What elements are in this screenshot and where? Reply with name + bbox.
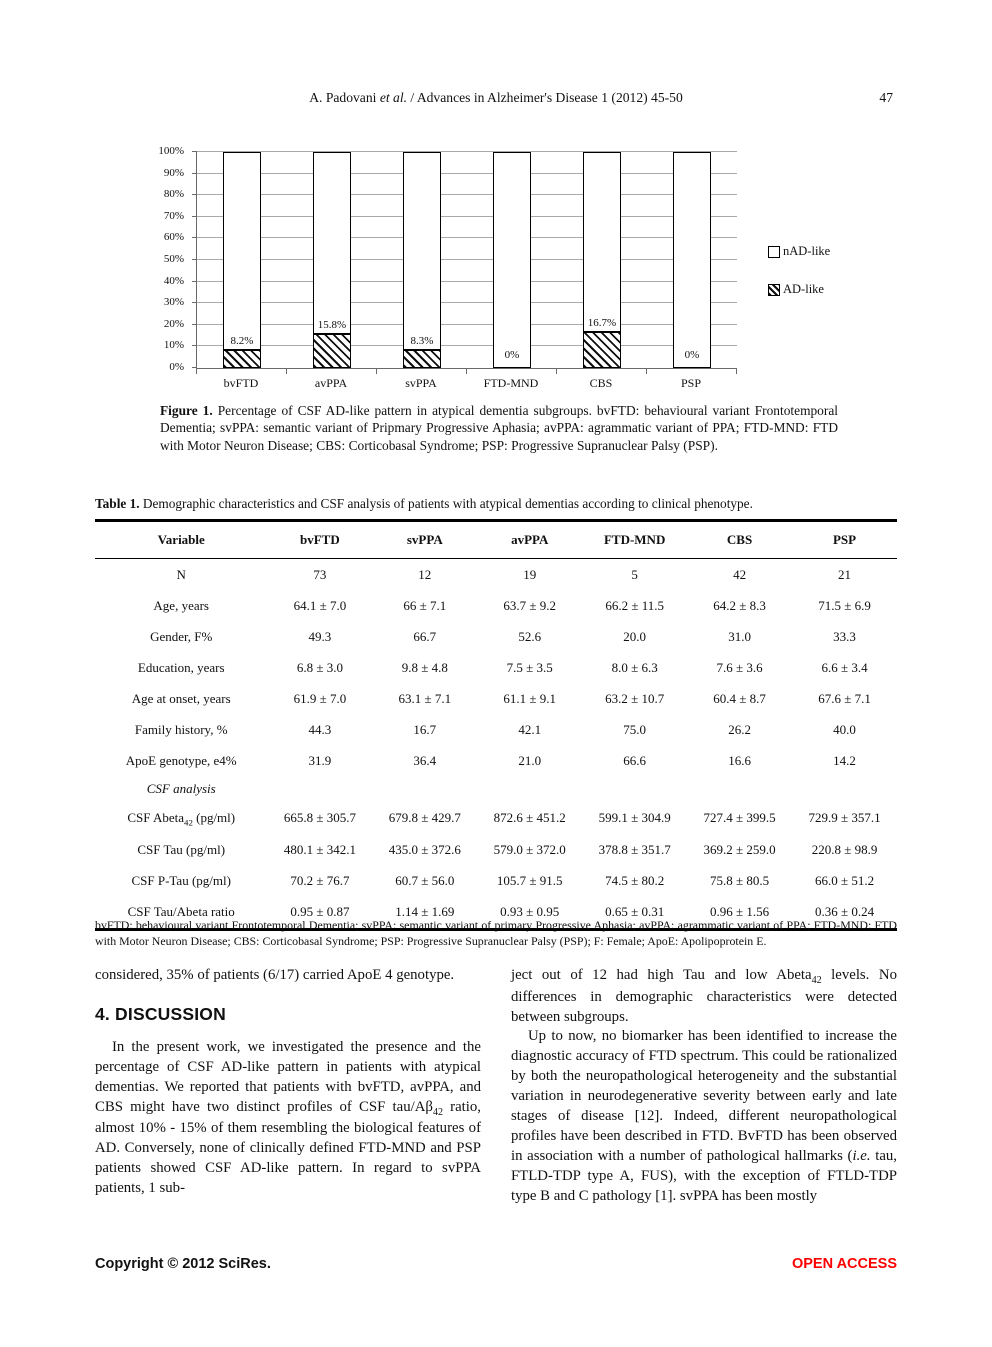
bar-segment-nad-like bbox=[313, 152, 351, 334]
y-tick-label: 0% bbox=[169, 361, 184, 373]
table-body bbox=[95, 559, 897, 930]
legend-item bbox=[768, 244, 830, 259]
y-tick-label: 60% bbox=[163, 231, 184, 244]
cell-value: 60.7 ± 56.0 bbox=[395, 873, 455, 889]
bar-value-label: 8.3% bbox=[410, 335, 434, 348]
table-row bbox=[95, 683, 897, 714]
cell-value: 71.5 ± 6.9 bbox=[818, 597, 871, 613]
bar-segment-ad-like bbox=[403, 350, 441, 368]
y-tick-label: 100% bbox=[158, 145, 184, 157]
text-segment: tau, FTLD-TDP type A, FUS), with the exception of FTLD-TDP type B and C pathology [1]. svPPA has been mostly bbox=[511, 1148, 897, 1205]
bar-segment-ad-like bbox=[313, 334, 351, 368]
row-label bbox=[95, 621, 267, 652]
figure-1-bar-chart bbox=[148, 146, 892, 398]
row-label bbox=[95, 802, 267, 835]
bar-group-avPPA bbox=[287, 152, 377, 368]
row-label bbox=[95, 590, 267, 621]
cell-value: 75.0 bbox=[623, 721, 647, 737]
cell-value: 66.0 ± 51.2 bbox=[814, 873, 875, 889]
hatched-swatch-icon bbox=[768, 284, 780, 296]
y-tick-label: 70% bbox=[163, 209, 184, 222]
chart-legend bbox=[768, 244, 830, 320]
text-segment: Table 1. bbox=[95, 496, 140, 511]
cell-value: 20.0 bbox=[623, 628, 647, 644]
cell-value: 12 bbox=[418, 566, 432, 582]
cell-value: 369.2 ± 259.0 bbox=[703, 842, 776, 858]
cell-value: 21.0 bbox=[518, 752, 542, 768]
paragraph bbox=[511, 966, 897, 1027]
cell-value: 52.6 bbox=[518, 628, 542, 644]
table-footnote: bvFTD: behavioural variant Frontotemporal Dementia; svPPA: semantic variant of primary Progressive Aphasia; avPPA: agrammatic variant of PPA; FTD-MND: FTD with Motor Neuron Disease; CBS: Corticobasal Syndrome; PSP: Progressive Supranuclear Palsy (PSP); F: Female; ApoE: Apolipoprotein E. bbox=[95, 918, 897, 948]
cell-value: 6.6 ± 3.4 bbox=[821, 659, 868, 675]
bar-group-bvFTD bbox=[197, 152, 287, 368]
cell-value: 36.4 bbox=[413, 752, 437, 768]
y-axis-labels bbox=[148, 145, 190, 373]
cell-value: 63.2 ± 10.7 bbox=[605, 690, 665, 706]
x-axis-tick bbox=[646, 368, 647, 374]
cell-value: 599.1 ± 304.9 bbox=[598, 810, 671, 826]
cell-value: 31.9 bbox=[308, 752, 332, 768]
cell-value: 67.6 ± 7.1 bbox=[818, 690, 871, 706]
cell-value: 60.4 ± 8.7 bbox=[713, 690, 766, 706]
x-axis-labels bbox=[196, 376, 736, 392]
stacked-bar bbox=[313, 152, 351, 368]
y-tick-label: 40% bbox=[163, 274, 184, 287]
table-title bbox=[95, 496, 897, 512]
cell-value: 42.1 bbox=[518, 721, 542, 737]
bar-group-CBS bbox=[557, 152, 647, 368]
text-segment: (pg/ml) bbox=[192, 809, 236, 825]
cell-value: 74.5 ± 80.2 bbox=[605, 873, 665, 889]
cell-value: 21 bbox=[838, 566, 852, 582]
text-segment: Gender, F% bbox=[150, 628, 213, 644]
cell-value: 64.1 ± 7.0 bbox=[293, 597, 347, 613]
text-segment: ject out of 12 had high Tau and low Abeta bbox=[511, 967, 812, 983]
column-header: svPPA bbox=[372, 521, 477, 559]
text-segment: / Advances in Alzheimer's Disease 1 (2012) 45-50 bbox=[407, 90, 683, 105]
paragraph bbox=[95, 1038, 481, 1199]
paragraph bbox=[95, 966, 481, 986]
column-header: Variable bbox=[95, 521, 267, 559]
x-tick-label: PSP bbox=[680, 376, 702, 390]
table-row bbox=[95, 866, 897, 897]
row-label bbox=[95, 683, 267, 714]
cell-value bbox=[792, 776, 897, 802]
cell-value: 480.1 ± 342.1 bbox=[283, 842, 356, 858]
cell-value: 42 bbox=[733, 566, 747, 582]
text-segment: considered, 35% of patients (6/17) carried ApoE 4 genotype. bbox=[95, 967, 455, 983]
bar-segment-ad-like bbox=[583, 332, 621, 368]
text-segment: 42 bbox=[184, 817, 193, 828]
row-label bbox=[95, 866, 267, 897]
cell-value: 8.0 ± 6.3 bbox=[611, 659, 658, 675]
x-axis-tick bbox=[466, 368, 467, 374]
cell-value: 19 bbox=[523, 566, 537, 582]
y-tick-label: 90% bbox=[163, 166, 184, 179]
cell-value: 0.65 ± 0.31 bbox=[605, 904, 665, 920]
text-segment: Age at onset, years bbox=[131, 690, 231, 706]
stacked-bar bbox=[403, 152, 441, 368]
bar-segment-nad-like bbox=[673, 152, 711, 368]
text-segment: Up to now, no biomarker has been identified to increase the diagnostic accuracy of FTD spectrum. This could be rationalized by both the neuropathological heterogeneity and the substantial variation in neurodegenerative severity between early and late stages of disease [12]. Indeed, different neuropathological profiles have been described in FTD. BvFTD has been observed in association with a number of pathological hallmarks ( bbox=[511, 1028, 897, 1165]
cell-value bbox=[687, 776, 792, 802]
left-column bbox=[95, 966, 481, 1207]
copyright-notice: Copyright © 2012 SciRes. bbox=[95, 1256, 271, 1272]
cell-value: 579.0 ± 372.0 bbox=[493, 842, 566, 858]
text-segment: 42 bbox=[811, 974, 822, 986]
bar-segment-nad-like bbox=[493, 152, 531, 368]
cell-value: 5 bbox=[631, 566, 638, 582]
stacked-bar bbox=[493, 152, 531, 368]
text-segment: Percentage of CSF AD-like pattern in atypical dementia subgroups. bvFTD: behavioural variant Frontotemporal Dementia; svPPA: semantic variant of Pripmary Progressive Aphasia; avPPA: agrammatic variant of PPA; FTD-MND: FTD with Motor Neuron Disease; CBS: Corticobasal Syndrome; PSP: Progressive Supranuclear Palsy (PSP). bbox=[160, 403, 839, 453]
cell-value: 61.9 ± 7.0 bbox=[293, 690, 347, 706]
table-row bbox=[95, 835, 897, 866]
text-segment: ApoE genotype, e4% bbox=[125, 752, 237, 768]
cell-value: 0.36 ± 0.24 bbox=[814, 904, 875, 920]
figure-caption bbox=[160, 402, 838, 454]
cell-value: 40.0 bbox=[833, 721, 856, 737]
cell-value: 7.6 ± 3.6 bbox=[716, 659, 763, 675]
cell-value: 33.3 bbox=[833, 628, 856, 644]
cell-value: 7.5 ± 3.5 bbox=[506, 659, 553, 675]
text-segment: CSF P-Tau (pg/ml) bbox=[131, 873, 231, 889]
bar-value-label: 0% bbox=[504, 349, 520, 361]
row-label bbox=[95, 714, 267, 745]
cell-value: 378.8 ± 351.7 bbox=[598, 842, 671, 858]
cell-value: 665.8 ± 305.7 bbox=[283, 810, 356, 826]
open-access-label: OPEN ACCESS bbox=[791, 1256, 897, 1272]
cell-value bbox=[477, 776, 582, 802]
table-row bbox=[95, 714, 897, 745]
row-label bbox=[95, 559, 267, 591]
cell-value: 66.2 ± 11.5 bbox=[605, 597, 664, 613]
table-row bbox=[95, 621, 897, 652]
x-axis-tick bbox=[736, 368, 737, 374]
table-row bbox=[95, 559, 897, 591]
body-text bbox=[95, 966, 897, 1207]
text-segment: CSF Tau (pg/ml) bbox=[137, 842, 226, 858]
legend-label: AD-like bbox=[783, 282, 824, 296]
cell-value: 16.6 bbox=[728, 752, 751, 768]
table-row bbox=[95, 652, 897, 683]
text-segment: ratio, almost 10% - 15% of them resembling the biological features of AD. Conversely, none of clinically defined FTD-MND and PSP patients showed CSF AD-like pattern. In regard to svPPA patients, 1 sub- bbox=[95, 1098, 482, 1196]
x-axis-tick bbox=[556, 368, 557, 374]
x-tick-label: svPPA bbox=[405, 376, 437, 390]
legend-item bbox=[768, 282, 830, 297]
cell-value: 75.8 ± 80.5 bbox=[710, 873, 770, 889]
page-number: 47 bbox=[879, 90, 893, 105]
y-tick-label: 30% bbox=[163, 296, 184, 309]
cell-value: 872.6 ± 451.2 bbox=[493, 810, 566, 826]
bar-group-PSP bbox=[647, 152, 737, 368]
cell-value: 14.2 bbox=[833, 752, 856, 768]
journal-citation bbox=[95, 90, 897, 106]
text-segment: N bbox=[176, 566, 186, 582]
text-segment: Education, years bbox=[137, 659, 225, 675]
cell-value: 729.9 ± 357.1 bbox=[808, 810, 881, 826]
legend-label: nAD-like bbox=[783, 244, 831, 258]
cell-value: 220.8 ± 98.9 bbox=[811, 842, 878, 858]
row-label bbox=[95, 776, 267, 802]
cell-value: 66.7 bbox=[413, 628, 437, 644]
cell-value: 0.93 ± 0.95 bbox=[500, 904, 560, 920]
bar-group-FTD-MND bbox=[467, 152, 557, 368]
cell-value: 63.7 ± 9.2 bbox=[503, 597, 557, 613]
text-segment: CSF analysis bbox=[146, 781, 216, 796]
cell-value: 0.95 ± 0.87 bbox=[290, 904, 350, 920]
cell-value bbox=[582, 776, 687, 802]
text-segment: Figure 1. bbox=[160, 403, 213, 418]
bar-group-svPPA bbox=[377, 152, 467, 368]
cell-value: 727.4 ± 399.5 bbox=[703, 810, 776, 826]
bar-value-label: 0% bbox=[684, 349, 700, 361]
y-tick-label: 10% bbox=[163, 339, 184, 352]
text-segment: Age, years bbox=[153, 597, 209, 613]
chart-plot-area bbox=[196, 152, 737, 369]
bar-segment-ad-like bbox=[223, 350, 261, 368]
table-row bbox=[95, 745, 897, 776]
table-row bbox=[95, 776, 897, 802]
y-tick-label: 20% bbox=[163, 317, 184, 330]
right-column bbox=[511, 966, 897, 1207]
text-segment: Family history, % bbox=[134, 721, 228, 737]
demographics-table bbox=[95, 519, 897, 931]
text-segment: Demographic characteristics and CSF analysis of patients with atypical dementias according to clinical phenotype. bbox=[139, 496, 753, 511]
cell-value bbox=[372, 776, 477, 802]
table-row bbox=[95, 802, 897, 835]
row-label bbox=[95, 835, 267, 866]
page-footer bbox=[95, 1256, 897, 1272]
table-row bbox=[95, 590, 897, 621]
cell-value: 61.1 ± 9.1 bbox=[503, 690, 557, 706]
stacked-bar bbox=[223, 152, 261, 368]
cell-value: 26.2 bbox=[728, 721, 751, 737]
column-header: CBS bbox=[687, 521, 792, 559]
cell-value: 70.2 ± 76.7 bbox=[290, 873, 350, 889]
column-header: avPPA bbox=[477, 521, 582, 559]
cell-value: 6.8 ± 3.0 bbox=[296, 659, 343, 675]
y-tick-label: 50% bbox=[163, 253, 184, 265]
table-header bbox=[95, 521, 897, 559]
x-tick-label: avPPA bbox=[314, 376, 348, 390]
bar-segment-nad-like bbox=[403, 152, 441, 350]
white-swatch-icon bbox=[768, 246, 780, 258]
row-label bbox=[95, 745, 267, 776]
cell-value: 63.1 ± 7.1 bbox=[398, 690, 452, 706]
x-axis-tick bbox=[196, 368, 197, 374]
cell-value bbox=[267, 776, 372, 802]
bar-segment-nad-like bbox=[583, 152, 621, 332]
cell-value: 435.0 ± 372.6 bbox=[388, 842, 461, 858]
text-segment: i.e. bbox=[852, 1148, 871, 1165]
x-tick-label: FTD-MND bbox=[483, 376, 539, 390]
stacked-bar bbox=[583, 152, 621, 368]
running-header bbox=[95, 90, 897, 106]
cell-value: 73 bbox=[313, 566, 327, 582]
x-tick-label: bvFTD bbox=[223, 376, 259, 390]
cell-value: 0.96 ± 1.56 bbox=[710, 904, 770, 920]
cell-value: 16.7 bbox=[413, 721, 437, 737]
paragraph bbox=[511, 1027, 897, 1207]
cell-value: 49.3 bbox=[308, 628, 332, 644]
x-axis-tick bbox=[376, 368, 377, 374]
x-axis-tick bbox=[286, 368, 287, 374]
discussion-heading: 4. DISCUSSION bbox=[95, 1003, 226, 1024]
column-header: PSP bbox=[792, 521, 897, 559]
text-segment: 42 bbox=[432, 1106, 443, 1118]
cell-value: 9.8 ± 4.8 bbox=[401, 659, 448, 675]
y-tick-label: 80% bbox=[163, 188, 184, 201]
text-segment: CSF Abeta bbox=[127, 809, 185, 825]
cell-value: 31.0 bbox=[728, 628, 751, 644]
bar-value-label: 15.8% bbox=[317, 318, 347, 331]
column-header: bvFTD bbox=[267, 521, 372, 559]
text-segment: In the present work, we investigated the presence and the percentage of CSF AD-like pattern in patients with atypical dementias. We reported that patients with bvFTD, avPPA, and CBS might have two distinct profiles of CSF tau/Aβ bbox=[95, 1038, 481, 1115]
stacked-bar bbox=[673, 152, 711, 368]
cell-value: 105.7 ± 91.5 bbox=[496, 873, 563, 889]
bar-value-label: 16.7% bbox=[587, 316, 617, 329]
cell-value: 1.14 ± 1.69 bbox=[395, 904, 455, 920]
row-label bbox=[95, 652, 267, 683]
bar-value-label: 8.2% bbox=[230, 335, 254, 348]
x-tick-label: CBS bbox=[589, 376, 613, 390]
cell-value: 66 ± 7.1 bbox=[403, 597, 447, 613]
bar-segment-nad-like bbox=[223, 152, 261, 350]
cell-value: 66.6 bbox=[623, 752, 647, 768]
text-segment: A. Padovani bbox=[309, 90, 380, 105]
text-segment: CSF Tau/Abeta ratio bbox=[127, 904, 235, 920]
text-segment: et al. bbox=[379, 90, 407, 105]
column-header: FTD-MND bbox=[582, 521, 687, 559]
cell-value: 64.2 ± 8.3 bbox=[713, 597, 766, 613]
text-segment: levels. No differences in demographic characteristics were detected between subgroups. bbox=[511, 967, 897, 1025]
cell-value: 44.3 bbox=[308, 721, 332, 737]
cell-value: 679.8 ± 429.7 bbox=[388, 810, 461, 826]
